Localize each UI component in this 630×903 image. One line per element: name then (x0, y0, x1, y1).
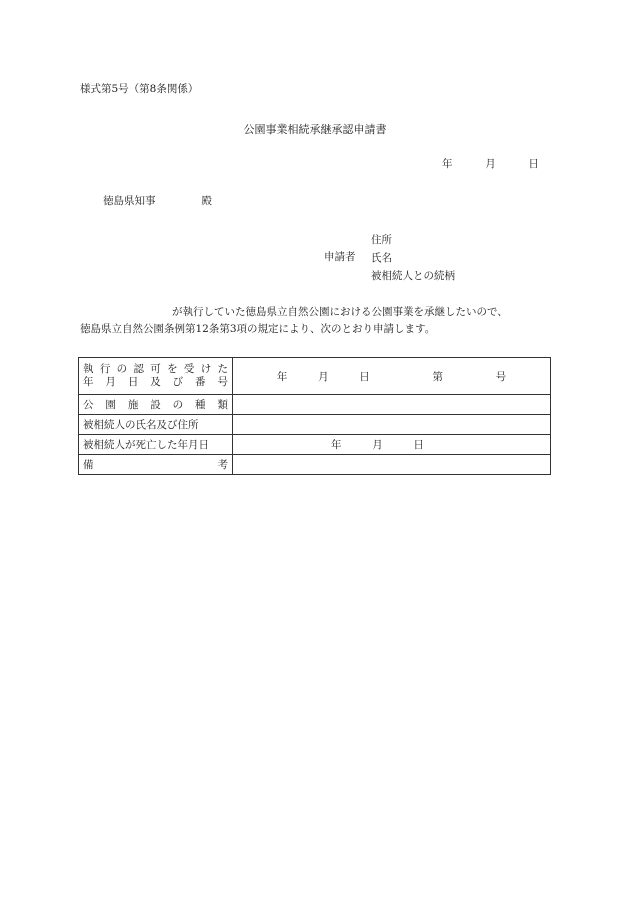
body-text (80, 304, 508, 338)
label-char: 類 (217, 399, 228, 411)
label-char: 日 (127, 376, 139, 388)
row-label-date-of-death: 被相続人が死亡した年月日 (79, 435, 233, 455)
label-line-2 (83, 376, 228, 389)
label-char: を (167, 363, 178, 375)
label-char: 受 (183, 363, 195, 375)
remarks-field[interactable] (233, 455, 551, 475)
addressee-honorific: 殿 (201, 195, 212, 207)
application-date (442, 156, 539, 171)
addressee-name: 徳島県知事 (103, 195, 156, 207)
row-label-remarks (79, 455, 233, 475)
table-row (79, 455, 551, 475)
label-char: た (217, 363, 228, 375)
applicant-name-label: 氏名 (371, 252, 392, 264)
table-row (79, 395, 551, 415)
label-char: 番 (195, 376, 206, 388)
date-of-death-field[interactable] (233, 435, 551, 455)
label-char: の (116, 363, 128, 375)
label-char: 月 (105, 376, 116, 388)
label-char: 園 (105, 399, 116, 411)
date-day-label: 日 (528, 158, 539, 170)
number-suffix-label: 号 (495, 370, 507, 383)
applicant-relationship-label: 被相続人との続柄 (371, 270, 455, 282)
row-label-decedent-name-address: 被相続人の氏名及び住所 (79, 415, 233, 435)
date-year-label: 年 (442, 158, 453, 170)
label-char: 及 (150, 376, 161, 388)
body-line-1: が執行していた徳島県立自然公園における公園事業を承継したいので、 (172, 306, 508, 318)
approval-date-number-field[interactable] (233, 358, 551, 395)
label-char: 施 (127, 399, 139, 411)
form-number: 様式第5号（第8条関係） (80, 83, 199, 95)
date-month-label: 月 (485, 158, 496, 170)
label-char: の (172, 399, 184, 411)
label-char: 公 (83, 399, 94, 411)
table-row (79, 435, 551, 455)
applicant-label: 申請者 (324, 251, 356, 263)
day-label: 日 (359, 370, 370, 383)
body-line-2: 徳島県立自然公園条例第12条第3項の規定により、次のとおり申請します。 (80, 323, 436, 335)
decedent-name-address-field[interactable] (233, 415, 551, 435)
label-char: び (172, 376, 184, 388)
label-char: 執 (83, 363, 94, 375)
label-char: 可 (150, 363, 161, 375)
year-label: 年 (331, 439, 342, 451)
month-label: 月 (372, 439, 383, 451)
label-char: 認 (133, 363, 144, 375)
label-line-1 (83, 363, 228, 376)
row-label-facility-type (79, 395, 233, 415)
applicant-address-label: 住所 (371, 234, 392, 246)
label-char: 備 (83, 459, 94, 471)
label-char: 設 (150, 399, 161, 411)
application-table (78, 357, 551, 475)
addressee (103, 193, 212, 208)
label-char: 号 (217, 376, 228, 388)
month-label: 月 (318, 370, 329, 383)
facility-type-field[interactable] (233, 395, 551, 415)
day-label: 日 (413, 439, 424, 451)
row-label-approval-date-number (79, 358, 233, 395)
label-char: 行 (99, 363, 111, 375)
table-row (79, 358, 551, 395)
document-title: 公園事業相続承継承認申請書 (243, 123, 387, 136)
label-char: け (200, 363, 212, 375)
year-label: 年 (276, 370, 288, 383)
label-char: 考 (217, 459, 228, 471)
applicant-fields (371, 231, 455, 285)
number-prefix-label: 第 (432, 370, 443, 383)
table-row (79, 415, 551, 435)
label-char: 種 (195, 399, 206, 411)
label-char: 年 (83, 376, 94, 388)
